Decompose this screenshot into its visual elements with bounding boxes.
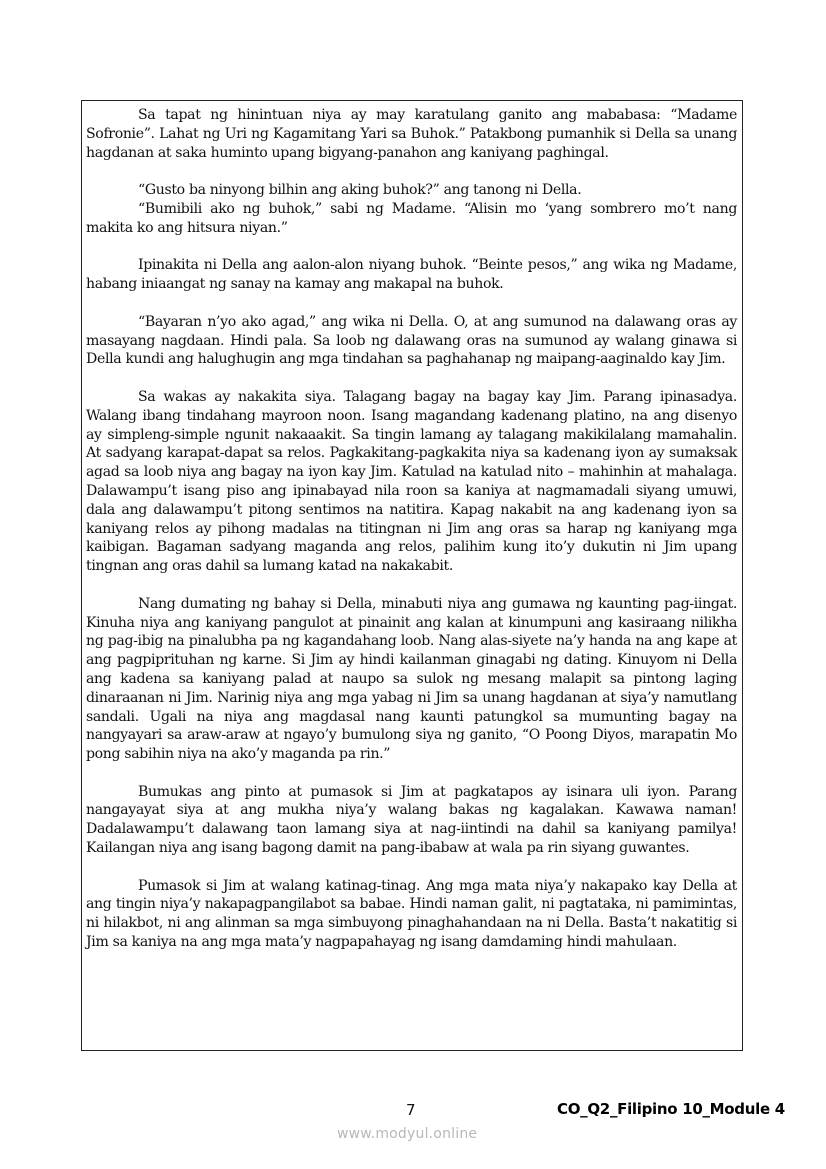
story-paragraph: Pumasok si Jim at walang katinag-tinag. Ang mga mata niya’y nakapako kay Della at ang tingin niya’y nakapagpangilabot sa babae. Hindi naman galit, ni pagtataka, ni pamimintas, ni hilakbot, ni ang alinman sa mga simbuyong pinaghahandaan na ni Della. Basta’t nakatitig si Jim sa kaniya na ang mga mata’y nagpapahayag ng isang damdaming hindi mahulaan. [86, 877, 737, 951]
page-number: 7 [406, 1101, 416, 1119]
story-paragraph: Ipinakita ni Della ang aalon-alon niyang buhok. “Beinte pesos,” ang wika ng Madame, habang iniaangat ng sanay na kamay ang makapal na buhok. [86, 257, 737, 293]
story-paragraph: “Bumibili ako ng buhok,” sabi ng Madame. “Alisin mo ‘yang sombrero mo’t nang makita ko ang hitsura niyan.” [86, 200, 737, 236]
story-text-box [81, 100, 743, 1051]
story-paragraph: “Gusto ba ninyong bilhin ang aking buhok?” ang tanong ni Della. [138, 182, 582, 199]
watermark: www.modyul.online [337, 1126, 478, 1142]
story-paragraph: “Bayaran n’yo ako agad,” ang wika ni Della. O, at ang sumunod na dalawang oras ay masayang nagdaan. Hindi pala. Sa loob ng dalawang oras na sumunod ay walang ginawa si Della kundi ang halughugin ang mga tindahan sa paghahanap ng maipang-aaginaldo kay Jim. [86, 313, 737, 368]
story-paragraph: Bumukas ang pinto at pumasok si Jim at pagkatapos ay isinara uli iyon. Parang nangayayat siya at ang mukha niya’y walang bakas ng kagalakan. Kawawa naman! Dadalawampu’t dalawang taon lamang siya at nag-iintindi na dahil sa kaniyang pamilya! Kailangan niya ang isang bagong damit na pang-ibabaw at wala pa rin siyang guwantes. [86, 783, 737, 857]
story-body [86, 106, 737, 952]
story-paragraph: Nang dumating ng bahay si Della, minabuti niya ang gumawa ng kaunting pag-iingat. Kinuha niya ang kaniyang pangulot at pinainit ang kalan at kinumpuni ang kasiraang nilikha ng pag-ibig na pinalubha pa ng kagandahang loob. Nang alas-siyete na’y handa na ang kape at ang pagpiprituhan ng karne. Si Jim ay hindi kailanman ginagabi ng dating. Kinuyom ni Della ang kadena sa kaniyang palad at naupo sa sulok ng mesang malapit sa pintong laging dinaraanan ni Jim. Narinig niya ang mga yabag ni Jim sa unang hagdanan at siya’y namutlang sandali. Ugali na niya ang magdasal nang kaunti patungkol sa mumunting bagay na nangyayari sa araw-araw at ngayo’y bumulong siya ng ganito, “O Poong Diyos, marapatin Mo pong sabihin niya na ako’y maganda pa rin.” [86, 595, 737, 763]
module-label: CO_Q2_Filipino 10_Module 4 [557, 1100, 785, 1118]
story-paragraph: Sa wakas ay nakakita siya. Talagang bagay na bagay kay Jim. Parang ipinasadya. Walang ibang tindahang mayroon noon. Isang magandang kadenang platino, na ang disenyo ay simpleng-simple ngunit nakaaakit. Sa tingin lamang ay talagang makikilalang mamahalin. At sadyang karapat-dapat sa relos. Pagkakitang-pagkakita niya sa kadenang iyon ay sumaksak agad sa loob niya ang bagay na iyon kay Jim. Katulad na katulad nito – mahinhin at mahalaga. Dalawampu’t isang piso ang ipinabayad nila roon sa kaniya at nagmamadali siyang umuwi, dala ang dalawampu’t pitong sentimos na natitira. Kapag nakabit na ang kadenang iyon sa kaniyang relos ay pihong madalas na titingnan ni Jim ang oras sa harap ng kaniyang mga kaibigan. Bagaman sadyang maganda ang relos, palihim kung ito’y dukutin ni Jim upang tingnan ang oras dahil sa lumang katad na nakakabit. [86, 388, 737, 575]
story-paragraph: Sa tapat ng hinintuan niya ay may karatulang ganito ang mababasa: “Madame Sofronie”. Lahat ng Uri ng Kagamitang Yari sa Buhok.” Patakbong pumanhik si Della sa unang hagdanan at saka huminto upang bigyang-panahon ang kaniyang paghingal. [86, 107, 737, 161]
